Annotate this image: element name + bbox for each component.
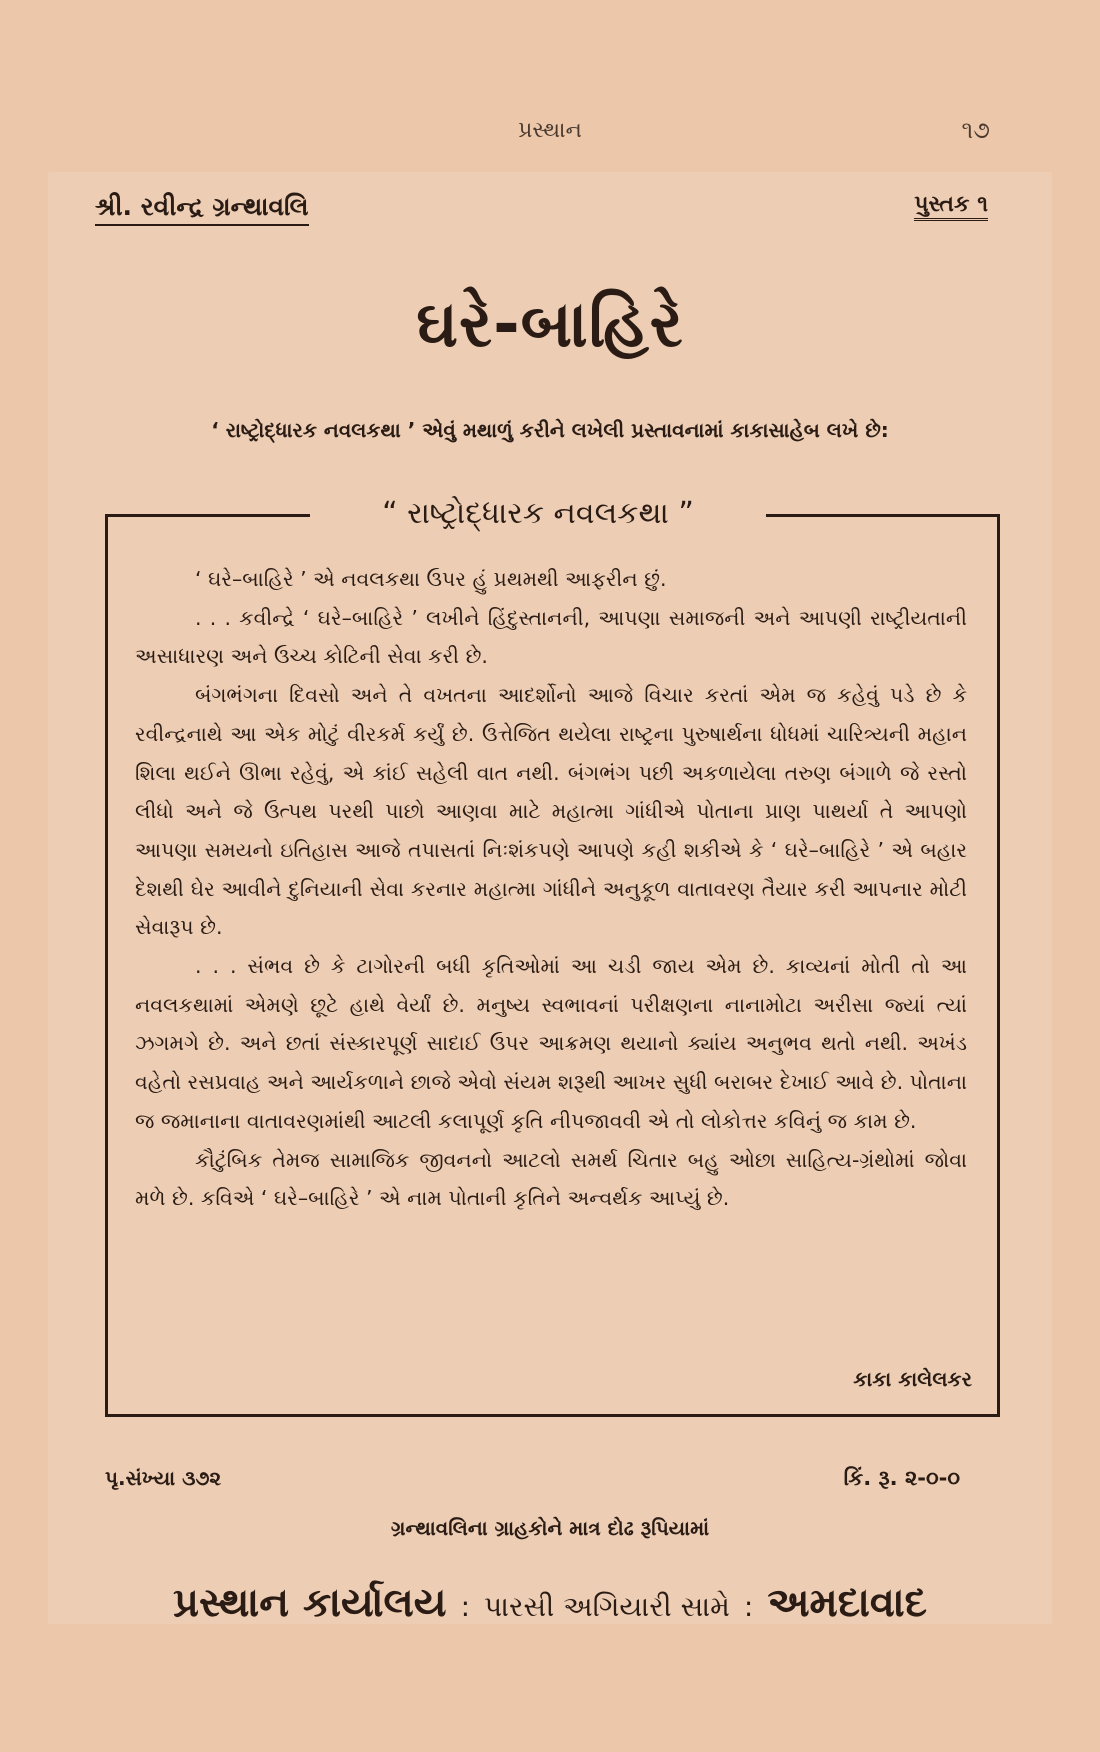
quote-paragraph: . . . સંભવ છે કે ટાગોરની બધી કૃતિઓમાં આ ચડી જાય એમ છે. કાવ્યનાં મોતી તો આ નવલકથામાં એમણે છૂટે હાથે વેર્યાં છે. મનુષ્ય સ્વભાવનાં પરીક્ષણના નાનામોટા અરીસા જ્યાં ત્યાં ઝગમગે છે. અને છતાં સંસ્કારપૂર્ણ સાદાઈ ઉપર આક્રમણ થયાનો ક્યાંય અનુભવ થતો નથી. અખંડ વહેતો રસપ્રવાહ અને આર્યકળાને છાજે એવો સંયમ શરૂથી આખર સુધી બરાબર દેખાઈ આવે છે. પોતાના જ જમાનાના વાતાવરણમાંથી આટલી કલાપૂર્ણ કૃતિ નીપજાવવી એ તો લોકોત્તર કવિનું જ કામ છે.	[135, 954, 967, 1133]
series-title: શ્રી. રવીન્દ્ર ગ્રન્થાવલિ	[95, 192, 309, 226]
quote-body	[135, 560, 967, 1218]
frame-top-rule-right	[766, 514, 998, 517]
intro-line: ‘ રાષ્ટ્રોદ્ધારક નવલકથા ’ એવું મથાળું કરીને લખેલી પ્રસ્તાવનામાં કાકાસાહેબ લખે છે:	[211, 418, 889, 442]
quote-paragraph: બંગભંગના દિવસો અને તે વખતના આદર્શોનો આજે વિચાર કરતાં એમ જ કહેવું પડે છે કે રવીન્દ્રનાથે આ એક મોટું વીરકર્મ કર્યું છે. ઉત્તેજિત થયેલા રાષ્ટ્રના પુરુષાર્થના ધોધમાં ચારિત્ર્યની મહાન શિલા થઈને ઊભા રહેવું, એ કાંઈ સહેલી વાત નથી. બંગભંગ પછી અકળાયેલા તરુણ બંગાળે જે રસ્તો લીધો અને જે ઉત્પથ પરથી પાછો આણવા માટે મહાત્મા ગાંધીએ પોતાના પ્રાણ પાથર્યા તે આપણો આપણા સમયનો ઇતિહાસ આજે તપાસતાં નિઃશંકપણે આપણે કહી શકીએ કે ‘ ઘરે–બાહિરે ’ એ બહાર દેશથી ઘેર આવીને દુનિયાની સેવા કરનાર મહાત્મા ગાંધીને અનુકૂળ વાતાવરણ તૈયાર કરી આપનાર મોટી સેવારૂપ છે.	[135, 683, 967, 940]
page-number: ૧૭	[961, 116, 990, 144]
publisher-name: પ્રસ્થાન કાર્યાલય	[172, 1580, 447, 1626]
quote-paragraph: ‘ ઘરે–બાહિરે ’ એ નવલકથા ઉપર હું પ્રથમથી આફરીન છું.	[195, 567, 667, 591]
publisher-city: અમદાવાદ	[767, 1580, 928, 1626]
subscriber-offer: ગ્રન્થાવલિના ગ્રાહકોને માત્ર દોઢ રૂપિયામાં	[390, 1516, 710, 1540]
quote-paragraph: કૌટુંબિક તેમજ સામાજિક જીવનનો આટલો સમર્થ ચિતાર બહુ ઓછા સાહિત્ય-ગ્રંથોમાં જોવા મળે છે. કવિએ ‘ ઘરે–બાહિરે ’ એ નામ પોતાની કૃતિને અન્વર્થક આપ્યું છે.	[135, 1147, 967, 1211]
page-count: પૃ.સંખ્યા ૩૭૨	[105, 1466, 222, 1490]
author-signature: કાકા કાલેલકર	[853, 1367, 972, 1391]
publisher-separator: :	[460, 1590, 470, 1623]
publisher-line	[0, 1580, 1100, 1626]
publisher-separator: :	[743, 1590, 754, 1623]
quote-heading: “ રાષ્ટ્રોદ્ધારક નવલકથા ”	[382, 496, 694, 531]
running-head: પ્રસ્થાન	[518, 118, 582, 143]
book-title: ઘરે-બાહિરે	[416, 288, 684, 362]
publisher-address: પારસી અગિયારી સામે	[484, 1590, 730, 1623]
frame-top-rule-left	[105, 514, 310, 517]
quote-paragraph: . . . કવીન્દ્રે ‘ ઘરે–બાહિરે ’ લખીને હિંદુસ્તાનની, આપણા સમાજની અને આપણી રાષ્ટ્રીયતાની અસાધારણ અને ઉચ્ચ કોટિની સેવા કરી છે.	[135, 605, 967, 669]
volume-label: પુસ્તક ૧	[914, 192, 988, 221]
price: કિં. રૂ. ૨-૦-૦	[843, 1466, 960, 1490]
